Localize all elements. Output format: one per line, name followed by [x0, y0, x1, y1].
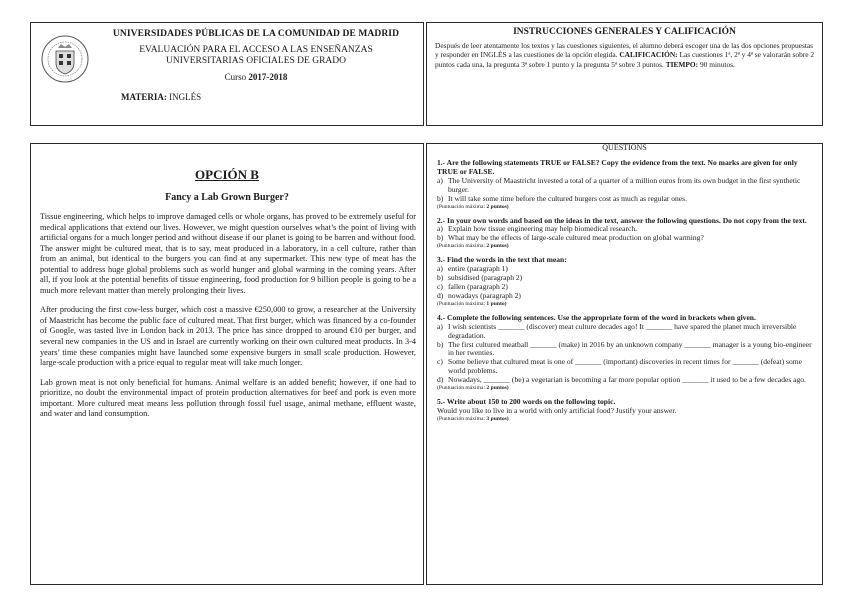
course-year: Curso 2017-2018: [224, 72, 288, 82]
question-text: 3.- Find the words in the text that mean:: [437, 255, 567, 265]
question-text: 4.- Complete the following sentences. Use the appropriate form of the word in brackets when given.: [437, 312, 756, 322]
max-score: (Puntuación máxima: 2 puntos): [437, 243, 509, 250]
question-item: b) The first cultured meatball _______ (make) in 2016 by an unknown company _______ manager is a young bio-engineer in her twenties.: [437, 339, 812, 358]
exam-header: [30, 22, 424, 126]
paragraph: Lab grown meat is not only beneficial for humans. Animal welfare is an added benefit; however, if one had to prioritize, no doubt the environmental impact of protein production alternatives for beef and pork is even more important. More cultured meat means less pollution through fossil fuel usage, animal methane, effluent waste, and water and land consumption.: [40, 377, 416, 419]
question-1: [437, 159, 817, 211]
question-item: a) Explain how tissue engineering may help biomedical research.: [437, 224, 638, 234]
question-item: b) subsidised (paragraph 2): [437, 273, 523, 283]
question-4: [437, 314, 817, 392]
instructions-text: Después de leer atentamente los textos y las cuestiones siguientes, el alumno deberá escoger una de las dos opciones propuestas y responder en INGLÉS a las cuestiones de la opción elegida. CALIFICACIÓN: Las cuestiones 1ª, 2ª y 4ª se valorarán sobre 2 puntos cada una, la pregunta 3ª sobre 1 punto y la pregunta 5ª sobre 3 puntos. TIEMPO: 90 minutos.: [435, 41, 815, 69]
max-score: (Puntuación máxima: 1 punto): [437, 300, 507, 307]
question-item: c) Some believe that cultured meat is one of _______ (important) discoveries in recent times for _______ (defeat) some world problems.: [437, 357, 802, 376]
reading-text: [30, 143, 424, 585]
question-prompt: Would you like to live in a world with only artificial food? Justify your answer.: [437, 405, 677, 415]
article-body: [40, 212, 416, 429]
question-text: 2.- In your own words and based on the ideas in the text, answer the following questions. Do not copy from the text.: [437, 215, 807, 225]
max-score: (Puntuación máxima: 2 puntos): [437, 385, 509, 392]
question-item: c) fallen (paragraph 2): [437, 281, 508, 291]
question-text: 1.- Are the following statements TRUE or FALSE? Copy the evidence from the text. No marks are given for only TRUE or FALSE.: [437, 158, 798, 176]
questions-box: [426, 143, 823, 585]
question-item: a) entire (paragraph 1): [437, 264, 508, 274]
question-item: b) It will take some time before the cultured burgers cost as much as regular ones.: [437, 193, 687, 203]
max-score: (Puntuación máxima: 2 puntos): [437, 203, 509, 210]
question-item: a) The University of Maastricht invested a total of a quarter of a million euros from its own budget in the first synthetic burger.: [437, 175, 801, 194]
question-2: [437, 217, 817, 251]
article-title: Fancy a Lab Grown Burger?: [165, 192, 289, 203]
question-text: 5.- Write about 150 to 200 words on the following topic.: [437, 397, 616, 407]
instructions-title: INSTRUCCIONES GENERALES Y CALIFICACIÓN: [513, 27, 736, 37]
university-title: UNIVERSIDADES PÚBLICAS DE LA COMUNIDAD DE MADRID: [112, 29, 400, 39]
max-score: (Puntuación máxima: 3 puntos): [437, 415, 509, 422]
instructions-box: [426, 22, 823, 126]
paragraph: Tissue engineering, which helps to improve damaged cells or whole organs, has proved to be extremely useful for medical applications that extend our lives. However, we might question ourselves what’s the point of living with artificial organs for a much longer period and without disease if our planet is going to be barren and without food. The answer might be cultured meat, that is to say, meat produced in a laboratory, in a cell culture, rather than from an animal, but identical to the burgers you can find at any supermarket. This new type of meat has the potential to address huge global problems such as world hunger and global warming in the coming years. After all, if you look at the potential benefits of tissue engineering, food production for 9 billion people is going to be a much more relevant matter than merely prolonging their lives.: [40, 212, 416, 295]
question-item: b) What may be the effects of large-scale cultured meat production on global warming?: [437, 233, 704, 243]
paragraph: After producing the first cow-less burger, which cost a massive €250,000 to grow, a researcher at the University of Maastricht has become the public face of cultured meat. That first burger, which was financed by a co-founder of Google, was tasted live in London back in 2013. The price has since dropped to around €10 per burger, and several new companies in the US and in Israel are currently working on their own cultured meat products. In 3-4 years’ time these companies might have launched some expensive burgers in small scale production. However, large-scale production with a price equal to regular meat will take much longer.: [40, 305, 416, 368]
question-item: a) I wish scientists _______ (discover) meat culture decades ago! It _______ have spared the planet much irreversible degradation.: [437, 321, 797, 340]
question-5: [437, 398, 817, 423]
question-item: d) Nowadays, _______ (be) a vegetarian is becoming a far more popular option _______ it used to be a few decades ago.: [437, 375, 806, 385]
questions-header: QUESTIONS: [602, 143, 647, 152]
option-title: OPCIÓN B: [195, 167, 259, 182]
university-seal-icon: [40, 34, 90, 84]
evaluation-title: EVALUACIÓN PARA EL ACCESO A LAS ENSEÑANZAS UNIVERSITARIAS OFICIALES DE GRADO: [139, 45, 373, 66]
question-3: [437, 256, 817, 308]
subject: MATERIA: INGLÉS: [121, 92, 202, 102]
questions-list: [437, 159, 817, 429]
question-item: d) nowadays (paragraph 2): [437, 290, 521, 300]
